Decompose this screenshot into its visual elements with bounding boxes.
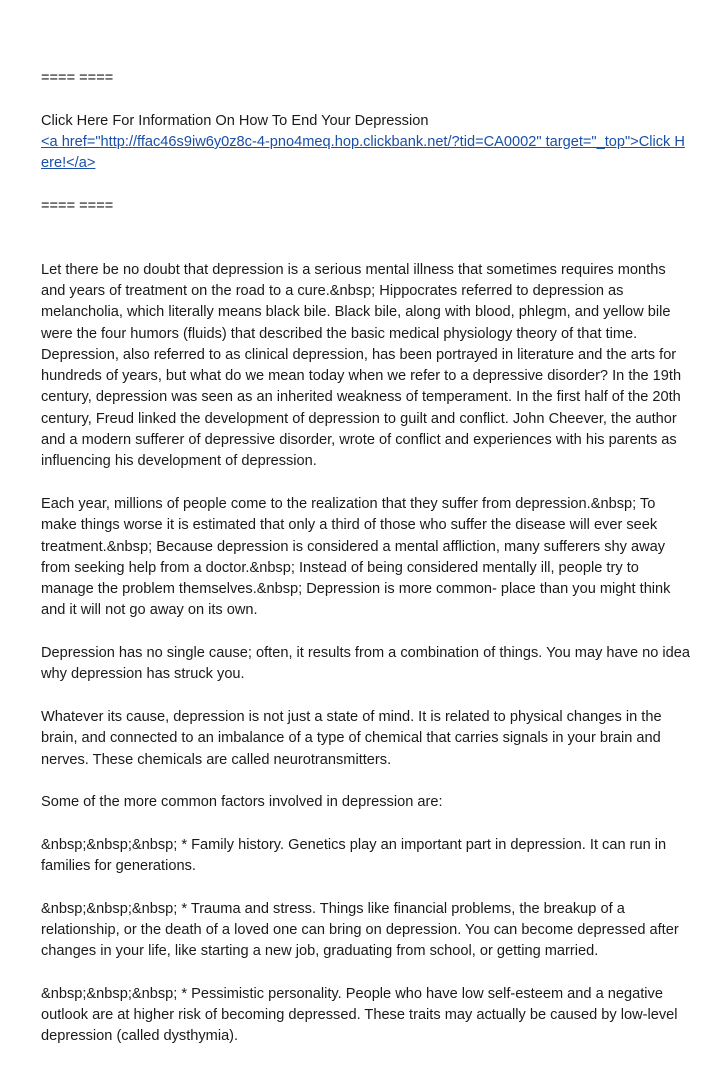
divider-top: ==== ==== [41,70,114,86]
list-item: &nbsp;&nbsp;&nbsp; * Family history. Genetics play an important part in depression. It can run in families for generations. [41,836,667,874]
list-item: &nbsp;&nbsp;&nbsp; * Pessimistic personality. People who have low self-esteem and a negative outlook are at higher risk of becoming depressed. These traits may actually be caused by low-level depression (called dysthymia). [41,985,678,1045]
article-body [41,260,693,1048]
spacer [41,217,693,260]
paragraph: Depression has no single cause; often, it results from a combination of things. You may have no idea why depression has struck you. [41,645,690,683]
list-item: &nbsp;&nbsp;&nbsp; * Trauma and stress. Things like financial problems, the breakup of a relationship, or the death of a loved one can bring on depression. You can become depressed after changes in your life, like starting a new job, graduating from school, or getting married. [41,900,679,960]
document-page [41,68,693,1069]
promo-link[interactable]: <a href="http://ffac46s9iw6y0z8c-4-pno4meq.hop.clickbank.net/?tid=CA0002" target="_top">Click Here!</a> [41,133,685,172]
paragraph: Some of the more common factors involved in depression are: [41,794,443,811]
divider-bottom: ==== ==== [41,197,114,214]
paragraph: Each year, millions of people come to the realization that they suffer from depression.&nbsp; To make things worse it is estimated that only a third of those who suffer the disease will ever seek treatment.&nbsp; Because depression is considered a mental affliction, many sufferers shy away from seeking help from a doctor.&nbsp; Instead of being considered mentally ill, people try to manage the problem themselves.&nbsp; Depression is more common- place than you might think and it will not go away on its own. [41,495,671,619]
paragraph: Whatever its cause, depression is not just a state of mind. It is related to physical changes in the brain, and connected to an imbalance of a type of chemical that carries signals in your brain and nerves. These chemicals are called neurotransmitters. [41,708,662,768]
paragraph: Let there be no doubt that depression is a serious mental illness that sometimes requires months and years of treatment on the road to a cure.&nbsp; Hippocrates referred to depression as melancholia, which literally means black bile. Black bile, along with blood, phlegm, and yellow bile were the four humors (fluids) that described the basic medical physiology theory of that time. Depression, also referred to as clinical depression, has been portrayed in literature and the arts for hundreds of years, but what do we mean today when we refer to a depressive disorder? In the 19th century, depression was seen as an inherited weakness of temperament. In the first half of the 20th century, Freud linked the development of depression to guilt and conflict. John Cheever, the author and a modern sufferer of depressive disorder, wrote of conflict and experiences with his parents as influencing his development of depression. [41,261,682,470]
spacer [41,174,693,195]
promo-text: Click Here For Information On How To End Your Depression [41,112,429,129]
spacer [41,89,693,110]
